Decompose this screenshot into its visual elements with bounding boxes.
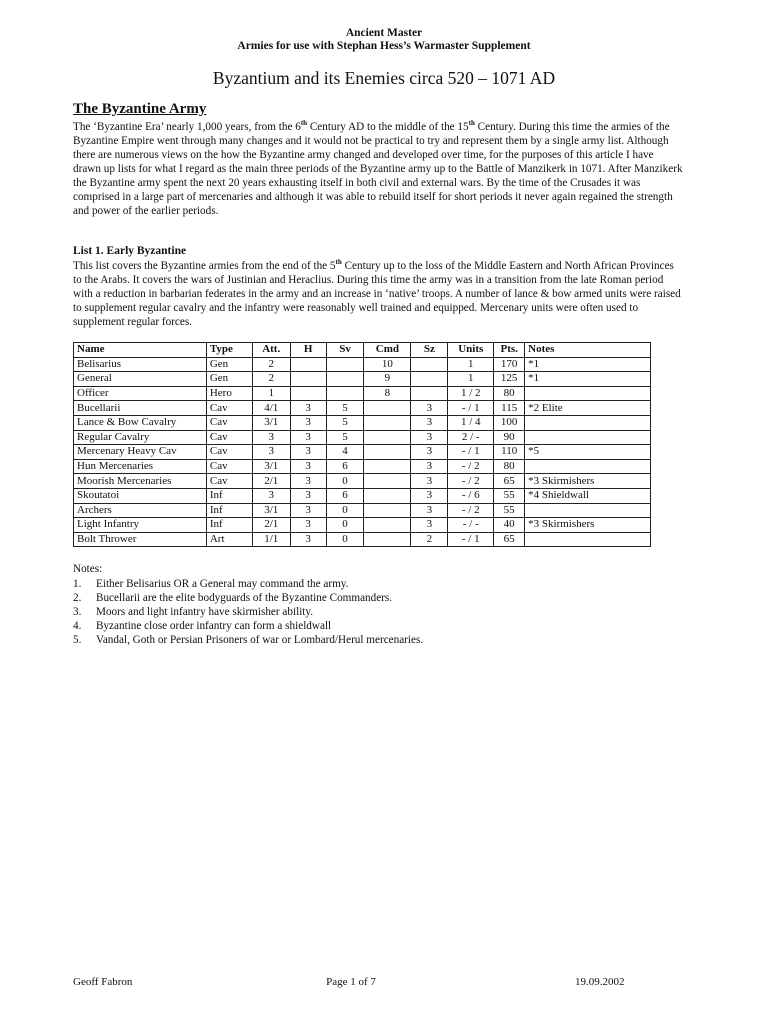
page-title: Byzantium and its Enemies circa 520 – 1071 AD [212,68,556,88]
cell-notes: *5 [525,445,651,460]
cell-pts: 115 [494,401,525,416]
cell-units: 1 [448,372,494,387]
table-row [74,357,651,372]
footer-author: Geoff Fabron [73,976,133,988]
cell-name: Officer [74,386,207,401]
cell-units: - / 2 [448,474,494,489]
cell-sv: 0 [326,532,364,547]
list-1-paragraph: This list covers the Byzantine armies from the end of the 5th Century up to the loss of the Middle Eastern and North African Provinces to the Arabs. It covers the wars of Justinian and Heraclius. During this time the army was in a transition from the late Roman period with a reduction in barbarian federates in the army and an increase in ‘native’ troops. A number of lance & bow armed units were raised to supplement regular cavalry and the infantry were reasonably well trained and equipped. Mercenary units were often used to supplement regular forces. [73,258,681,328]
cell-units: - / - [448,518,494,533]
cell-units: - / 2 [448,503,494,518]
cell-cmd [364,503,411,518]
cell-pts: 55 [494,488,525,503]
note-item: 2. Bucellarii are the elite bodyguards of the Byzantine Commanders. [73,592,393,604]
table-row [74,459,651,474]
cell-cmd [364,401,411,416]
col-header-units: Units [448,343,494,358]
col-header-h: H [290,343,326,358]
col-header-notes: Notes [525,343,651,358]
cell-name: Hun Mercenaries [74,459,207,474]
cell-h: 3 [290,532,326,547]
cell-att: 3/1 [252,503,290,518]
cell-pts: 170 [494,357,525,372]
footer-date: 19.09.2002 [575,976,625,988]
cell-att: 2 [252,372,290,387]
cell-sz: 3 [411,503,448,518]
section-heading-byzantine-army: The Byzantine Army [73,101,207,117]
cell-cmd [364,532,411,547]
cell-cmd [364,474,411,489]
cell-name: Bucellarii [74,401,207,416]
cell-name: Mercenary Heavy Cav [74,445,207,460]
cell-sv: 0 [326,518,364,533]
cell-type: Cav [206,401,252,416]
cell-notes [525,415,651,430]
table-row [74,474,651,489]
cell-units: 1 / 2 [448,386,494,401]
cell-h: 3 [290,401,326,416]
cell-pts: 65 [494,474,525,489]
table-row [74,386,651,401]
cell-h: 3 [290,474,326,489]
cell-sz: 3 [411,518,448,533]
cell-sz: 3 [411,488,448,503]
cell-name: General [74,372,207,387]
cell-cmd [364,430,411,445]
table-row [74,430,651,445]
cell-cmd: 8 [364,386,411,401]
cell-pts: 100 [494,415,525,430]
cell-name: Skoutatoi [74,488,207,503]
table-row [74,372,651,387]
cell-sv [326,386,364,401]
cell-units: 1 / 4 [448,415,494,430]
cell-name: Belisarius [74,357,207,372]
cell-notes: *1 [525,372,651,387]
cell-h: 3 [290,488,326,503]
cell-notes [525,532,651,547]
header-line-2: Armies for use with Stephan Hess’s Warmaster Supplement [237,40,531,52]
cell-sv: 4 [326,445,364,460]
cell-sz [411,372,448,387]
cell-sz: 3 [411,415,448,430]
cell-pts: 125 [494,372,525,387]
cell-cmd: 10 [364,357,411,372]
cell-att: 1/1 [252,532,290,547]
cell-h [290,357,326,372]
cell-sz [411,357,448,372]
cell-h [290,386,326,401]
note-item: 3. Moors and light infantry have skirmisher ability. [73,606,314,618]
col-header-cmd: Cmd [364,343,411,358]
intro-paragraph: The ‘Byzantine Era’ nearly 1,000 years, from the 6th Century AD to the middle of the 15th Century. During this time the armies of the Byzantine Empire went through many changes and it would not be practical to try and represent them by a single army list. Although there are numerous views on the how the Byzantine army changed and developed over time, for the purposes of this article I have drawn up lists for what I regard as the main three periods of the Byzantine army up to the Battle of Manzikerk in 1071. After Manzikerk the Byzantine army spent the next 20 years exhausting itself in both civil and external wars. By the time of the Crusades it was comprised in a large part of mercenaries and although it was able to rebuild itself for short periods it never again regained the strength and power of the earlier periods. [73,119,683,217]
cell-att: 1 [252,386,290,401]
cell-pts: 65 [494,532,525,547]
note-item: 5. Vandal, Goth or Persian Prisoners of war or Lombard/Herul mercenaries. [73,634,424,646]
cell-sv [326,357,364,372]
cell-att: 3 [252,430,290,445]
notes-list [73,577,423,647]
cell-sv: 5 [326,430,364,445]
cell-sz: 2 [411,532,448,547]
cell-type: Cav [206,459,252,474]
cell-sv: 0 [326,474,364,489]
cell-sv: 6 [326,488,364,503]
cell-notes [525,503,651,518]
cell-type: Cav [206,430,252,445]
cell-type: Gen [206,357,252,372]
cell-att: 2/1 [252,474,290,489]
cell-h: 3 [290,459,326,474]
cell-units: - / 1 [448,532,494,547]
cell-sv: 5 [326,401,364,416]
cell-notes [525,386,651,401]
cell-pts: 110 [494,445,525,460]
cell-pts: 55 [494,503,525,518]
cell-name: Lance & Bow Cavalry [74,415,207,430]
cell-name: Light Infantry [74,518,207,533]
cell-sv [326,372,364,387]
cell-att: 3 [252,488,290,503]
cell-units: - / 6 [448,488,494,503]
cell-type: Inf [206,488,252,503]
cell-sv: 5 [326,415,364,430]
cell-type: Inf [206,518,252,533]
cell-h: 3 [290,430,326,445]
table-row [74,445,651,460]
cell-pts: 80 [494,459,525,474]
col-header-name: Name [74,343,207,358]
table-row [74,518,651,533]
cell-att: 3/1 [252,459,290,474]
cell-name: Regular Cavalry [74,430,207,445]
cell-cmd: 9 [364,372,411,387]
cell-att: 2 [252,357,290,372]
cell-units: 2 / - [448,430,494,445]
table-row [74,401,651,416]
cell-cmd [364,445,411,460]
list-1-heading: List 1. Early Byzantine [73,245,187,257]
cell-sz: 3 [411,430,448,445]
cell-sv: 0 [326,503,364,518]
table-row [74,503,651,518]
cell-notes: *4 Shieldwall [525,488,651,503]
cell-type: Cav [206,445,252,460]
cell-units: 1 [448,357,494,372]
cell-att: 2/1 [252,518,290,533]
cell-notes: *3 Skirmishers [525,474,651,489]
col-header-type: Type [206,343,252,358]
cell-type: Hero [206,386,252,401]
table-header-row [74,343,651,358]
cell-pts: 90 [494,430,525,445]
header-line-1: Ancient Master [345,27,423,39]
cell-notes: *3 Skirmishers [525,518,651,533]
cell-att: 3 [252,445,290,460]
cell-notes [525,459,651,474]
cell-h [290,372,326,387]
cell-att: 3/1 [252,415,290,430]
cell-type: Gen [206,372,252,387]
footer-page-number: Page 1 of 7 [326,976,376,988]
note-item: 1. Either Belisarius OR a General may command the army. [73,578,349,590]
cell-name: Moorish Mercenaries [74,474,207,489]
cell-cmd [364,415,411,430]
cell-sz: 3 [411,401,448,416]
notes-label: Notes: [73,563,103,575]
cell-name: Bolt Thrower [74,532,207,547]
table-row [74,488,651,503]
cell-h: 3 [290,503,326,518]
cell-att: 4/1 [252,401,290,416]
col-header-pts: Pts. [494,343,525,358]
cell-units: - / 1 [448,401,494,416]
cell-name: Archers [74,503,207,518]
cell-sz: 3 [411,459,448,474]
cell-cmd [364,459,411,474]
cell-notes [525,430,651,445]
cell-cmd [364,518,411,533]
cell-pts: 40 [494,518,525,533]
col-header-att: Att. [252,343,290,358]
col-header-sv: Sv [326,343,364,358]
cell-notes: *1 [525,357,651,372]
cell-units: - / 1 [448,445,494,460]
cell-sz: 3 [411,445,448,460]
cell-sv: 6 [326,459,364,474]
note-item: 4. Byzantine close order infantry can form a shieldwall [73,620,332,632]
table-row [74,532,651,547]
cell-pts: 80 [494,386,525,401]
cell-h: 3 [290,415,326,430]
table-row [74,415,651,430]
cell-cmd [364,488,411,503]
cell-type: Cav [206,474,252,489]
col-header-sz: Sz [411,343,448,358]
cell-units: - / 2 [448,459,494,474]
cell-h: 3 [290,445,326,460]
cell-type: Art [206,532,252,547]
army-list-table [73,342,651,547]
cell-notes: *2 Elite [525,401,651,416]
cell-sz [411,386,448,401]
cell-type: Inf [206,503,252,518]
cell-type: Cav [206,415,252,430]
cell-h: 3 [290,518,326,533]
cell-sz: 3 [411,474,448,489]
